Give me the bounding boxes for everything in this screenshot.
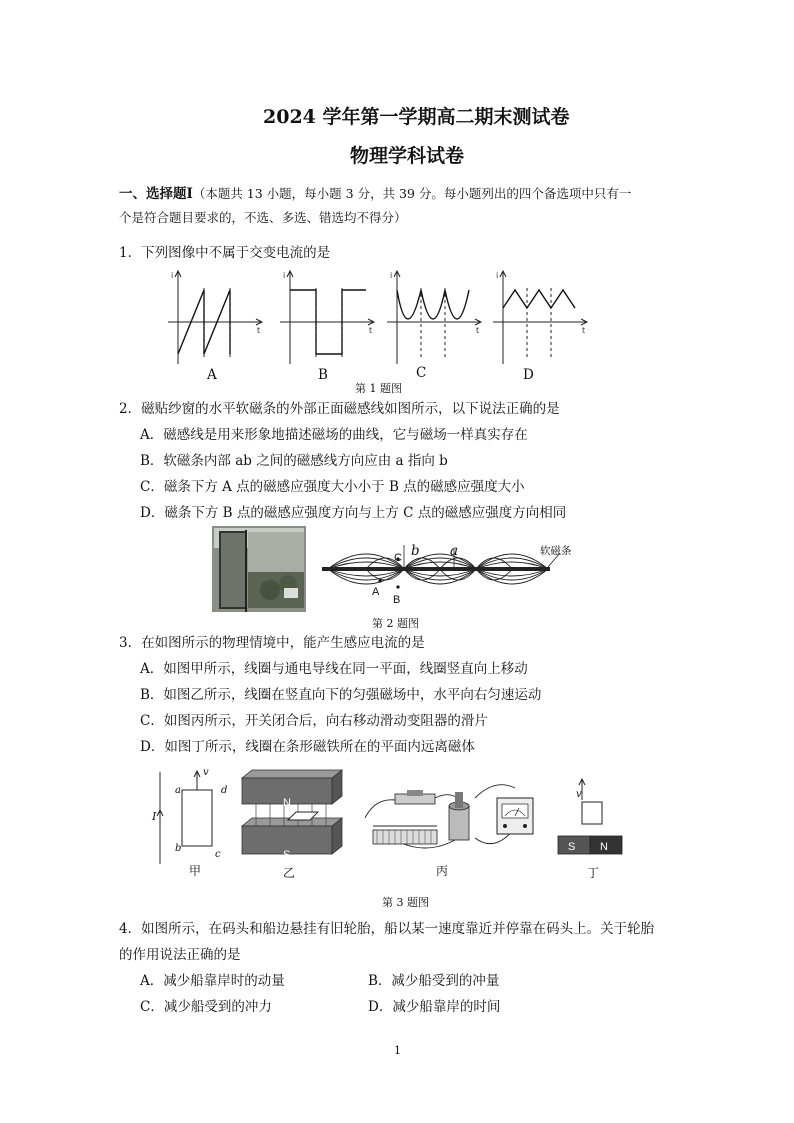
q2-label-point-b: B xyxy=(393,594,401,606)
q4-option-b: B．减少船受到的冲量 xyxy=(368,973,500,989)
q3-figure-jia xyxy=(150,768,220,868)
q3-jia-d-label: d xyxy=(221,785,228,796)
q2-caption: 第 2 题图 xyxy=(372,617,419,630)
q1-label-b: B xyxy=(318,367,328,383)
q3-figure-ding xyxy=(556,772,626,862)
q1-graph-b xyxy=(276,268,376,368)
q2-window-photo xyxy=(212,526,306,612)
question-3-stem: 3．在如图所示的物理情境中，能产生感应电流的是 xyxy=(119,635,425,651)
q3-yi-n-label: N xyxy=(283,797,291,809)
q2-option-c: C．磁条下方 A 点的磁感应强度大小小于 B 点的磁感应强度大小 xyxy=(140,479,525,495)
q2-label-b-small: b xyxy=(411,543,420,559)
q3-yi-s-label: S xyxy=(283,849,291,861)
q3-jia-a-label: a xyxy=(175,785,181,796)
q3-jia-b-label: b xyxy=(175,843,182,854)
q3-ding-v-label: v xyxy=(576,789,582,800)
q2-label-c: C xyxy=(394,552,402,564)
axis-i-label: i xyxy=(496,271,499,280)
q3-option-a: A．如图甲所示，线圈与通电导线在同一平面，线圈竖直向上移动 xyxy=(140,661,528,677)
question-4-stem-line1: 4．如图所示，在码头和船边悬挂有旧轮胎，船以某一速度靠近并停靠在码头上。关于轮胎 xyxy=(119,921,655,937)
exam-title: 2024 学年第一学期高二期末测试卷 xyxy=(263,106,570,128)
q1-graph-a xyxy=(164,268,264,368)
q3-jia-c-label: c xyxy=(215,849,221,860)
axis-t-label: t xyxy=(257,326,261,335)
axis-t-label: t xyxy=(476,326,480,335)
axis-i-label: i xyxy=(390,271,393,280)
q2-option-a: A．磁感线是用来形象地描述磁场的曲线，它与磁场一样真实存在 xyxy=(140,427,528,443)
q1-graph-c xyxy=(383,268,483,368)
section-instructions-line1 xyxy=(119,185,631,203)
q4-option-d: D．减少船靠岸的时间 xyxy=(368,999,501,1015)
q3-option-c: C．如图丙所示，开关闭合后，向右移动滑动变阻器的滑片 xyxy=(140,713,488,729)
q2-option-b: B．软磁条内部 ab 之间的磁感线方向应由 a 指向 b xyxy=(140,453,448,469)
q3-figure-bing xyxy=(355,768,555,860)
q3-label-jia: 甲 xyxy=(189,864,202,878)
axis-i-label: i xyxy=(283,271,286,280)
q2-field-lines-diagram xyxy=(322,537,562,607)
q1-caption: 第 1 题图 xyxy=(355,382,402,395)
q3-label-yi: 乙 xyxy=(283,866,296,880)
q1-label-a: A xyxy=(207,367,217,383)
q3-caption: 第 3 题图 xyxy=(382,896,429,909)
question-4-stem-line2: 的作用说法正确的是 xyxy=(119,947,241,963)
q1-label-c: C xyxy=(416,365,427,381)
q3-option-b: B．如图乙所示，线圈在竖直向下的匀强磁场中，水平向右匀速运动 xyxy=(140,687,542,703)
section-instructions-line2: 个是符合题目要求的，不选、多选、错选均不得分） xyxy=(119,210,407,225)
axis-i-label: i xyxy=(171,271,174,280)
q1-graph-d xyxy=(489,268,589,368)
page-number: 1 xyxy=(394,1044,401,1057)
question-2-stem: 2．磁贴纱窗的水平软磁条的外部正面磁感线如图所示，以下说法正确的是 xyxy=(119,401,560,417)
q3-figure-yi xyxy=(238,768,348,868)
q2-label-strip: 软磁条 xyxy=(540,545,572,557)
q3-ding-n-label: N xyxy=(600,841,608,853)
question-1-stem: 1．下列图像中不属于交变电流的是 xyxy=(119,245,331,261)
q3-jia-current-label: I xyxy=(152,810,157,823)
q2-label-point-a: A xyxy=(372,586,380,598)
q3-label-bing: 丙 xyxy=(436,864,449,878)
q4-option-c: C．减少船受到的冲力 xyxy=(140,999,272,1015)
q3-option-d: D．如图丁所示，线圈在条形磁铁所在的平面内远离磁体 xyxy=(140,739,475,755)
q1-label-d: D xyxy=(523,367,534,383)
q2-label-a-small: a xyxy=(450,543,459,559)
q3-jia-v-label: v xyxy=(203,767,209,778)
section-heading: 一、选择题Ⅰ xyxy=(119,186,193,202)
q2-option-d: D．磁条下方 B 点的磁感应强度方向与上方 C 点的磁感应强度方向相同 xyxy=(140,505,567,521)
q4-option-a: A．减少船靠岸时的动量 xyxy=(140,973,285,989)
q3-ding-s-label: S xyxy=(568,841,576,853)
axis-t-label: t xyxy=(582,326,586,335)
q3-label-ding: 丁 xyxy=(587,866,600,880)
section-instructions: （本题共 13 小题，每小题 3 分，共 39 分。每小题列出的四个备选项中只有一 xyxy=(192,186,632,201)
exam-subtitle: 物理学科试卷 xyxy=(350,145,465,167)
axis-t-label: t xyxy=(369,326,373,335)
